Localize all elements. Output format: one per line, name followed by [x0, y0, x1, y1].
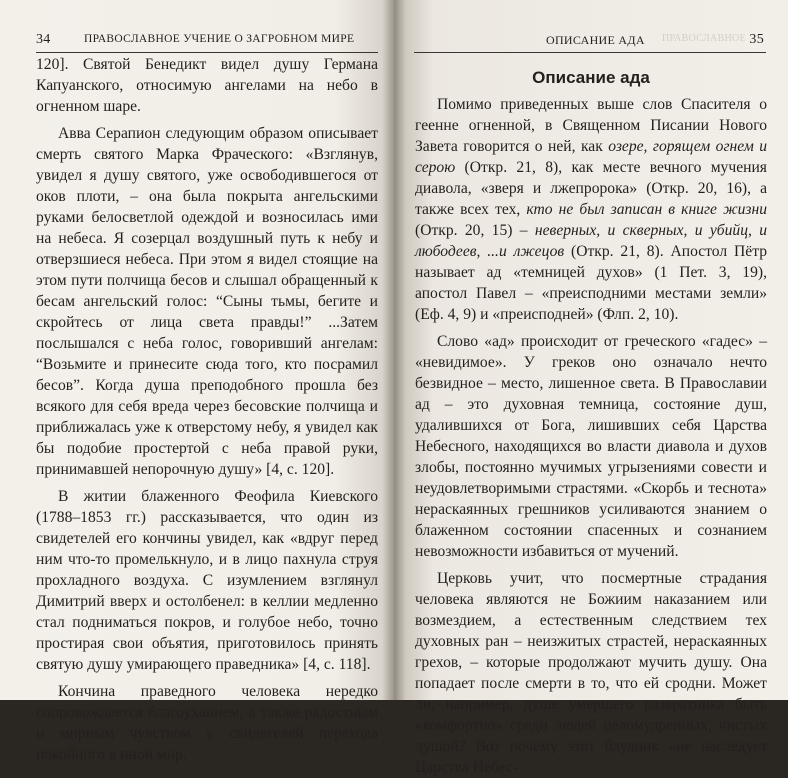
- text-run: (Откр. 21, 8), как месте вечного мучения диавола, «зверя и лжепророка» (Откр. 20, 16), а также всех тех,: [415, 159, 767, 218]
- paragraph: Церковь учит, что посмертные страдания человека являются не Божиим наказанием или возмездием, а естественным следствием тех духовных ран – неизжитых страстей, нераскаянных грехов, – которые продолжают мучить душу. Она попадает после смерти в то, что ей сродни. Может ли, например, душе умершего развратника быть «комфортно» среди людей целомудренных, чистых душой? Вот почему этот блудник «не наследует Царства Небес-: [415, 570, 767, 776]
- right-page-body: [415, 54, 767, 778]
- left-page-number: 34: [36, 32, 51, 47]
- text-run: Помимо приведенных выше слов Спасителя о геенне огненной, в Священном Писании Нового Завета говорится о ней, как: [415, 96, 767, 155]
- paragraph: Кончина праведного человека нередко сопровождается благоуханием, а также радостным и мирным чувством у свидетелей перехода покойного в иной мир.: [36, 683, 378, 763]
- left-header-title: ПРАВОСЛАВНОЕ УЧЕНИЕ О ЗАГРОБНОМ МИРЕ: [84, 33, 355, 45]
- right-running-header: [414, 30, 766, 53]
- paragraph: В житии блаженного Феофила Киевского (1788–1853 гг.) рассказывается, что один из свидетелей его кончины увидел, как «вдруг перед ним что-то промелькнуло, и в лицо пахнула струя прохладного воздуха. С изумлением взглянул Димитрий вверх и остолбенел: в келлии медленно стал подниматься покров, и голубое небо, точно простирая свои объятия, приготовилось принять святую душу умирающего праведника» [4, с. 118].: [36, 488, 378, 673]
- right-page-number: 35: [749, 32, 764, 47]
- italic-quote: озере, горящем огнем и серою: [415, 138, 767, 176]
- paragraph: Слово «ад» происходит от греческого «гадес» – «невидимое». У греков оно означало нечто безвидное – место, лишенное света. В Православии ад – это духовная темница, состояние душ, удалившихся от Бога, лишивших себя Царства Небесного, находящихся во власти диавола и духов злобы, постоянно мучимых угрызениями совести и неудовлетворимыми страстями. «Скорбь и теснота» нераскаянных грешников усиливаются знанием о блаженном состоянии спасенных и сознанием невозможности избавиться от мучений.: [415, 333, 767, 560]
- bleed-through-text: ПРАВОСЛАВНОЕ: [662, 33, 746, 44]
- left-page: [0, 0, 394, 763]
- italic-quote: кто не был записан в книге жизни: [526, 201, 767, 218]
- paragraph: [415, 94, 767, 325]
- paragraph: 120]. Святой Бенедикт видел душу Германа Капуанского, относимую ангелами на небо в огненном шаре.: [36, 56, 378, 115]
- left-page-body: [36, 54, 378, 765]
- paragraph: Авва Серапион следующим образом описывает смерть святого Марка Фраческого: «Взглянув, увидел я душу святого, уже освободившегося от оков плоти, – она была покрыта ангельскими руками белосветлой одеждой и возносилась ими на небеса. Я созерцал воздушный путь к небу и отверзшиеся небеса. При этом я видел стоящие на этом пути полчища бесов и слышал обращенный к бесам ангельский голос: “Сыны тьмы, бегите и скройтесь от лица света правды!” ...Затем послышался с неба голос, говоривший ангелам: “Возьмите и принесите сюда того, кто посрамил бесов”. Когда душа преподобного прошла без всякого для себя вреда через бесовские полчища и приближалась уже к отверстому небу, я увидел как бы подобие простертой с неба правой руки, принимавшей непорочную душу» [4, с. 120].: [36, 125, 378, 478]
- text-run: (Откр. 20, 15) –: [415, 222, 535, 239]
- right-header-title: ОПИСАНИЕ АДА: [546, 33, 645, 47]
- left-running-header: [36, 30, 378, 53]
- italic-quote: неверных, и скверных, и убийц, и любодеев, ...и лжецов: [415, 222, 767, 260]
- section-title: Описание ада: [532, 68, 650, 87]
- right-page: [394, 0, 788, 776]
- text-run: (Откр. 21, 8). Апостол Пётр называет ад «темницей духов» (1 Пет. 3, 19), апостол Павел – «преисподними местами земли» (Еф. 4, 9) и «преисподней» (Флп. 2, 10).: [415, 243, 767, 323]
